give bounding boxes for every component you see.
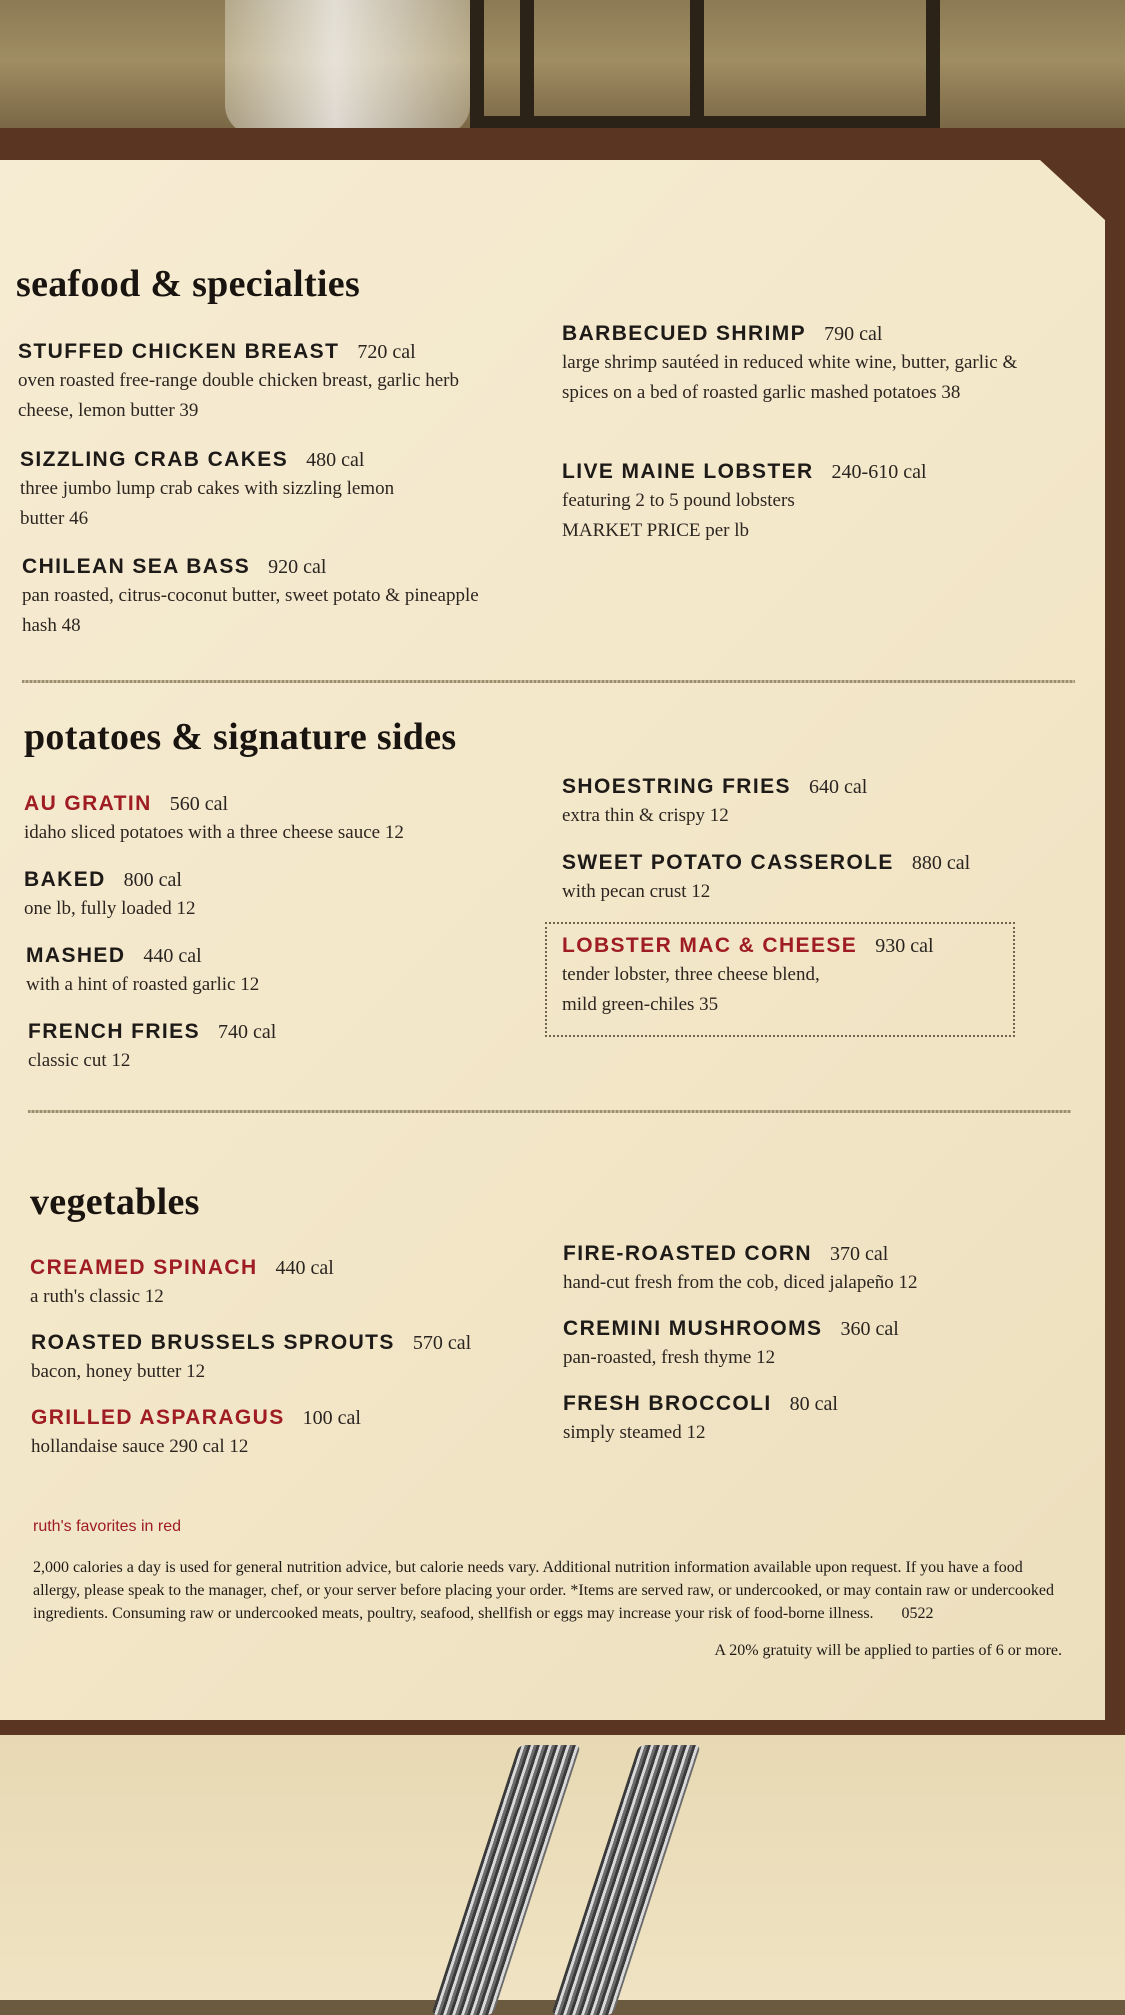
menu-item-maine-lobster: [562, 460, 1062, 546]
item-calories: 920 cal: [268, 556, 327, 578]
item-description: one lb, fully loaded 12: [24, 898, 196, 919]
favorites-note: ruth's favorites in red: [33, 1518, 182, 1535]
item-description: three jumbo lump crab cakes with sizzling lemon butter 46: [20, 478, 395, 529]
item-description: tender lobster, three cheese blend,: [562, 964, 820, 985]
menu-item-mashed: [26, 944, 526, 1000]
menu-code: 0522: [901, 1605, 934, 1622]
item-calories: 440 cal: [275, 1257, 334, 1279]
item-calories: 720 cal: [357, 341, 416, 363]
item-name: SIZZLING CRAB CAKES: [20, 448, 289, 471]
item-name: CREAMED SPINACH: [30, 1256, 258, 1279]
item-calories: 480 cal: [306, 449, 365, 471]
item-calories: 80 cal: [789, 1393, 838, 1415]
item-description: pan roasted, citrus-coconut butter, sweet potato & pineapple hash 48: [22, 585, 479, 636]
item-description: extra thin & crispy 12: [562, 805, 729, 826]
section-title-vegetables: vegetables: [30, 1181, 200, 1223]
item-name: GRILLED ASPARAGUS: [31, 1406, 285, 1429]
item-name: FRESH BROCCOLI: [563, 1392, 772, 1415]
menu-item-au-gratin: [24, 792, 524, 848]
item-description: with pecan crust 12: [562, 881, 711, 902]
gratuity-note: A 20% gratuity will be applied to parties of 6 or more.: [714, 1642, 1062, 1659]
item-name: LOBSTER MAC & CHEESE: [562, 934, 858, 957]
menu-item-crab-cakes: [20, 448, 520, 534]
item-description: idaho sliced potatoes with a three cheese sauce 12: [24, 822, 404, 843]
item-name: FRENCH FRIES: [28, 1020, 200, 1043]
item-description: a ruth's classic 12: [30, 1286, 164, 1307]
item-name: FIRE-ROASTED CORN: [563, 1242, 812, 1265]
item-description-2: mild green-chiles 35: [562, 994, 719, 1015]
item-calories: 370 cal: [829, 1243, 889, 1265]
menu-item-shoestring-fries: [562, 775, 1062, 831]
item-name: MASHED: [26, 944, 126, 967]
item-calories: 880 cal: [911, 852, 971, 874]
item-calories: 800 cal: [123, 869, 182, 891]
item-description: hand-cut fresh from the cob, diced jalapeño 12: [563, 1272, 918, 1293]
item-name: SHOESTRING FRIES: [562, 775, 791, 798]
item-description: pan-roasted, fresh thyme 12: [563, 1347, 776, 1368]
item-name: CHILEAN SEA BASS: [22, 555, 251, 578]
menu-item-cremini-mushrooms: [563, 1317, 1063, 1373]
item-price-note: MARKET PRICE per lb: [562, 520, 750, 541]
item-name: CREMINI MUSHROOMS: [563, 1317, 823, 1340]
item-name: BAKED: [24, 868, 106, 891]
section-title-potatoes: potatoes & signature sides: [24, 716, 457, 758]
menu-item-baked: [24, 868, 524, 924]
item-description: bacon, honey butter 12: [31, 1361, 206, 1382]
menu-item-french-fries: [28, 1020, 528, 1076]
nutrition-disclaimer: [33, 1556, 1073, 1625]
item-calories: 790 cal: [824, 323, 883, 345]
item-description: classic cut 12: [28, 1050, 131, 1071]
item-calories: 240-610 cal: [831, 461, 927, 483]
water-glass: [225, 0, 470, 135]
item-description: large shrimp sautéed in reduced white wine, butter, garlic & spices on a bed of roasted garlic mashed potatoes 38: [562, 352, 1018, 403]
item-description: simply steamed 12: [563, 1422, 706, 1443]
item-description: oven roasted free-range double chicken breast, garlic herb cheese, lemon butter 39: [18, 370, 460, 421]
section-title-seafood: seafood & specialties: [16, 263, 361, 305]
item-calories: 560 cal: [169, 793, 229, 815]
menu-item-barbecued-shrimp: [562, 322, 1062, 408]
item-calories: 440 cal: [143, 945, 202, 967]
item-name: BARBECUED SHRIMP: [562, 322, 807, 345]
menu-item-sweet-potato-casserole: [562, 851, 1062, 907]
chair-slat: [690, 0, 704, 120]
item-name: ROASTED BRUSSELS SPROUTS: [31, 1331, 395, 1354]
menu-item-fire-roasted-corn: [563, 1242, 1063, 1298]
menu-item-brussels-sprouts: [31, 1331, 531, 1387]
menu-item-grilled-asparagus: [31, 1406, 531, 1462]
item-name: LIVE MAINE LOBSTER: [562, 460, 814, 483]
item-calories: 640 cal: [808, 776, 868, 798]
menu-item-sea-bass: [22, 555, 522, 641]
item-description: with a hint of roasted garlic 12: [26, 974, 260, 995]
item-calories: 740 cal: [217, 1021, 277, 1043]
menu-item-lobster-mac: [562, 934, 1062, 1020]
menu-item-fresh-broccoli: [563, 1392, 1063, 1448]
item-name: STUFFED CHICKEN BREAST: [18, 340, 340, 363]
menu-item-stuffed-chicken: [18, 340, 518, 426]
item-description: hollandaise sauce 290 cal 12: [31, 1436, 249, 1457]
disclaimer-text: 2,000 calories a day is used for general nutrition advice, but calorie needs vary. Additional nutrition information available upon request. If you have a food allergy, please speak to the manager, chef, or your server before placing your order. *Items are served raw, or undercooked, or may contain raw or undercooked ingredients. Consuming raw or undercooked meats, poultry, seafood, shellfish or eggs may increase your risk of food-borne illness.: [33, 1559, 1055, 1622]
item-calories: 100 cal: [302, 1407, 361, 1429]
item-calories: 360 cal: [840, 1318, 899, 1340]
section-divider: [28, 1110, 1071, 1113]
item-name: AU GRATIN: [24, 792, 152, 815]
section-divider: [22, 680, 1075, 683]
menu-item-creamed-spinach: [30, 1256, 530, 1312]
item-calories: 930 cal: [875, 935, 934, 957]
item-name: SWEET POTATO CASSEROLE: [562, 851, 894, 874]
chair-slat: [520, 0, 534, 120]
item-description: featuring 2 to 5 pound lobsters: [562, 490, 795, 511]
item-calories: 570 cal: [412, 1332, 472, 1354]
chair-back: [470, 0, 940, 130]
